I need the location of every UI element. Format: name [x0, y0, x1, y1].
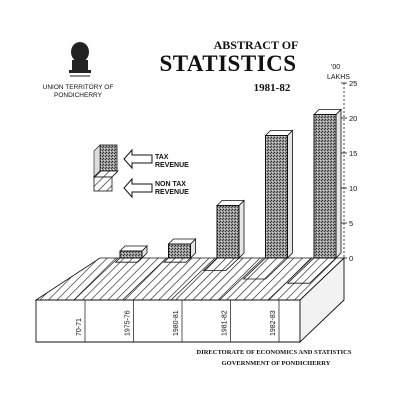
- legend-arrow-nontax: [124, 179, 152, 197]
- category-label: 1975-76: [124, 310, 132, 336]
- legend-label-line: TAX: [155, 154, 169, 161]
- unit-label-1: '00: [331, 64, 341, 71]
- legend: [94, 145, 189, 197]
- title-small: ABSTRACT OF: [213, 38, 299, 52]
- legend-swatch-nontax: [94, 171, 118, 191]
- footer-line-1: DIRECTORATE OF ECONOMICS AND STATISTICS: [196, 349, 352, 356]
- footer-line-2: GOVERNMENT OF PONDICHERRY: [221, 360, 331, 367]
- y-tick-label: 25: [349, 79, 358, 88]
- bar-top: [169, 239, 196, 244]
- category-label: 1981-82: [221, 310, 229, 336]
- legend-label-nontax: [155, 181, 189, 196]
- bar-tax-revenue: [314, 115, 336, 259]
- bar-top: [314, 110, 341, 115]
- y-tick-label: 10: [349, 184, 358, 193]
- region-line-2: PONDICHERRY: [54, 92, 102, 99]
- title-big: STATISTICS: [159, 51, 297, 76]
- bar-side: [288, 131, 293, 259]
- year-label: 1981-82: [253, 82, 291, 94]
- bar-top: [266, 131, 293, 136]
- category-label: 1980-81: [173, 310, 180, 336]
- legend-label-line: NON TAX: [155, 181, 186, 188]
- state-emblem-icon: [69, 42, 91, 76]
- category-label: 1982-83: [270, 310, 277, 336]
- y-tick-label: 0: [349, 254, 354, 263]
- bar-top: [120, 246, 147, 251]
- y-tick-label: 20: [349, 114, 358, 123]
- region-line-1: UNION TERRITORY OF: [42, 84, 114, 91]
- bar-tax-revenue: [169, 244, 191, 258]
- bars-group: [120, 110, 341, 259]
- strip-non-tax-revenue: [116, 258, 142, 262]
- y-tick-label: 15: [349, 149, 358, 158]
- bar-tax-revenue: [120, 251, 142, 258]
- legend-label-line: REVENUE: [155, 189, 189, 196]
- legend-arrow-tax: [124, 150, 152, 168]
- bar-side: [239, 201, 244, 259]
- y-tick-label: 5: [349, 219, 354, 228]
- strip-non-tax-revenue: [164, 258, 190, 262]
- bar-side: [336, 110, 341, 259]
- bar-tax-revenue: [217, 206, 239, 259]
- bar-top: [217, 201, 244, 206]
- unit-label-2: LAKHS: [327, 74, 350, 81]
- bar-tax-revenue: [266, 136, 288, 259]
- legend-label-tax: [155, 154, 189, 169]
- legend-label-line: REVENUE: [155, 162, 189, 169]
- category-label: 70-71: [76, 318, 83, 336]
